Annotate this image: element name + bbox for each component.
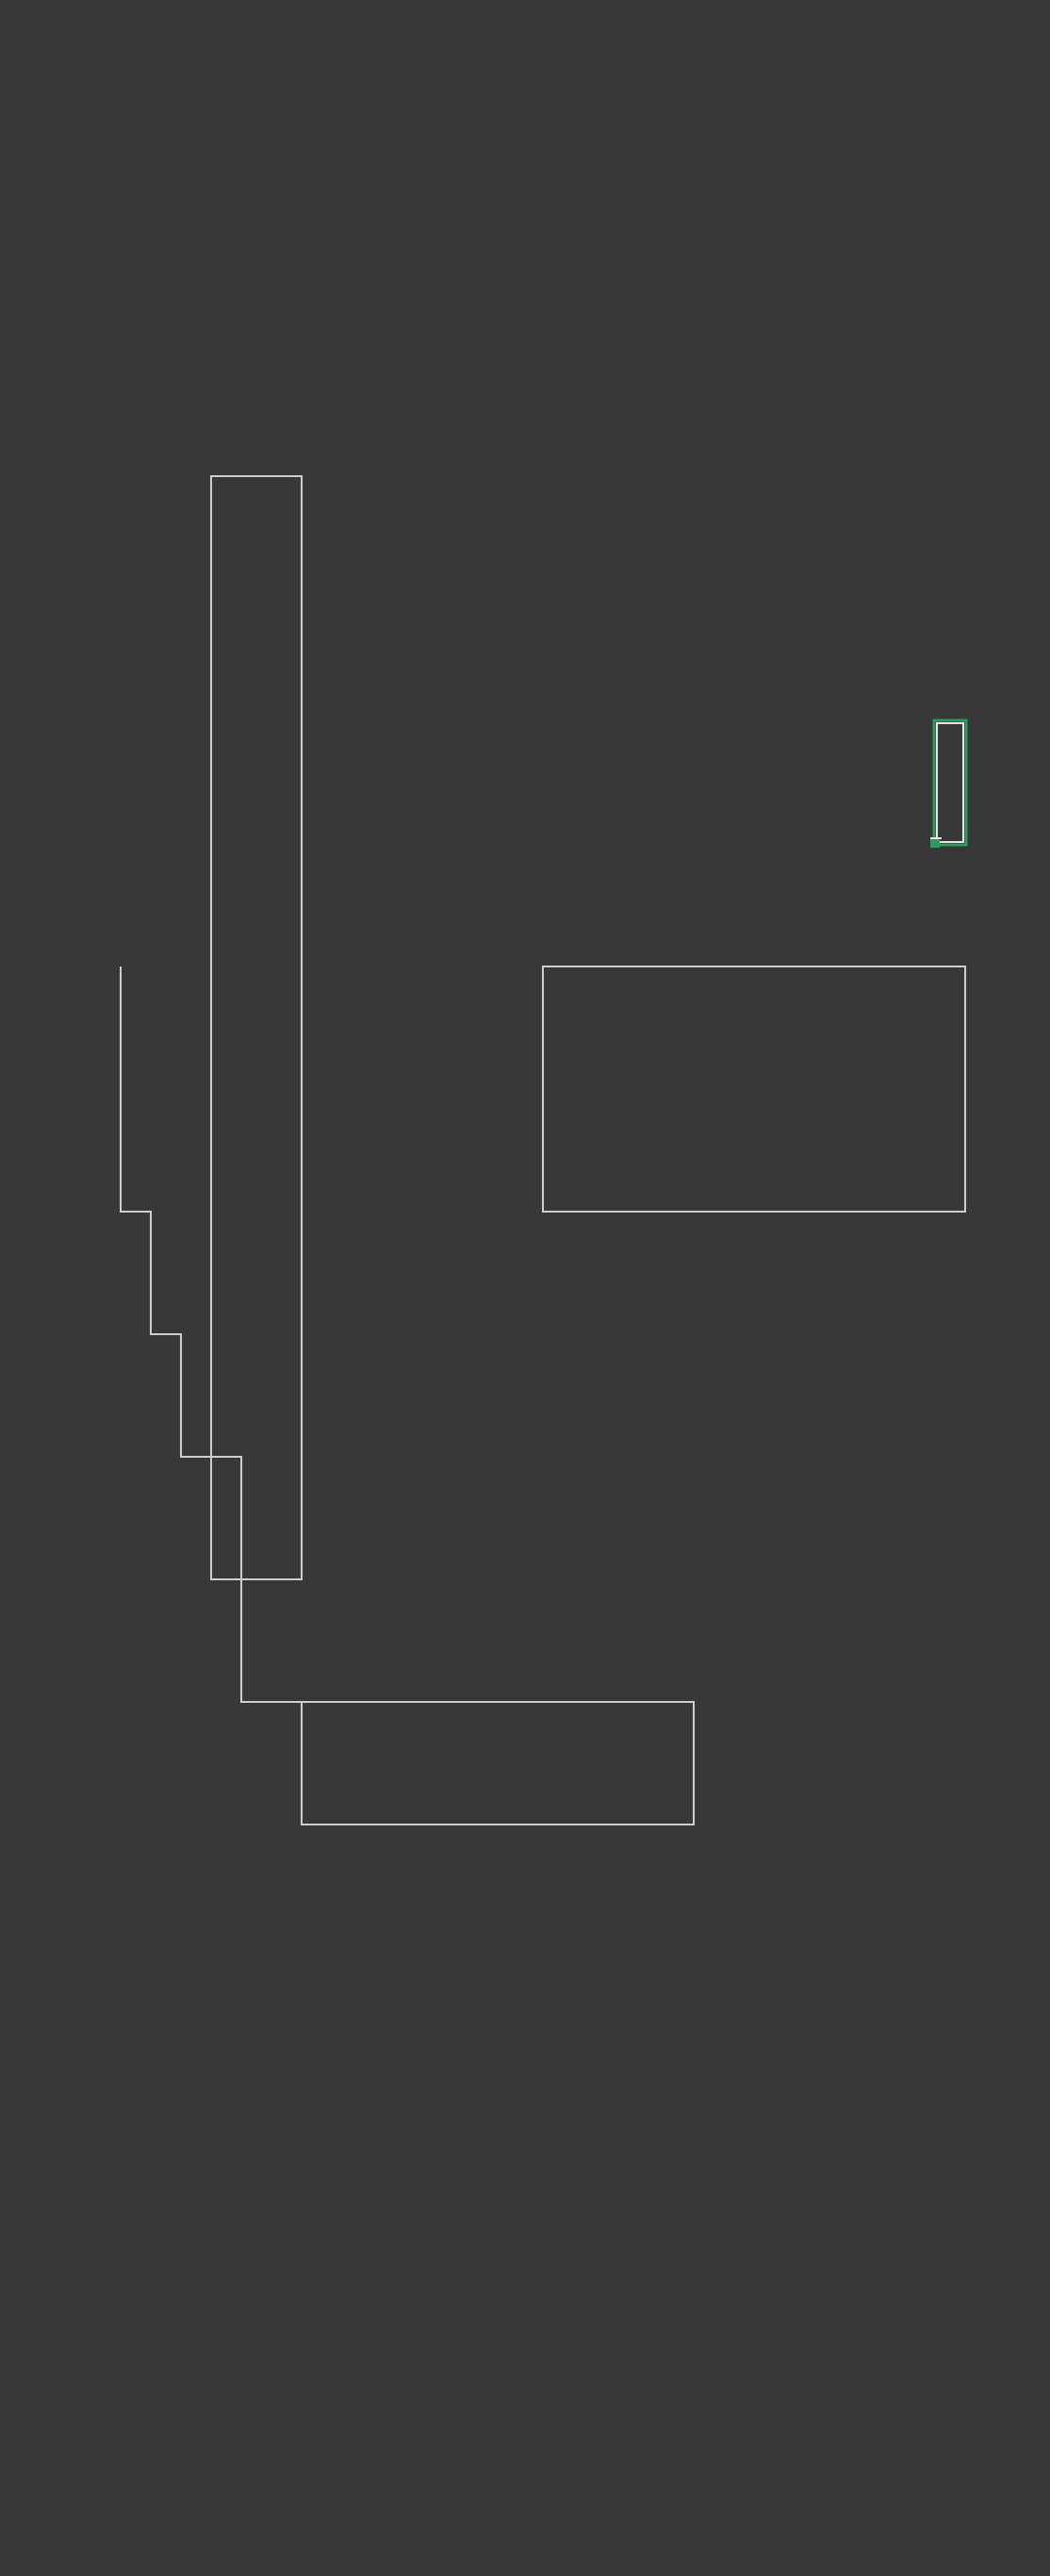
selected-small-rectangle[interactable]: [930, 720, 966, 848]
bottom-rectangle[interactable]: [302, 1702, 694, 1825]
resize-handle[interactable]: [930, 838, 940, 848]
selected-shape-body: [937, 723, 963, 842]
wide-rectangle[interactable]: [543, 966, 965, 1212]
tall-rectangle[interactable]: [211, 476, 302, 1579]
selection-outline: [934, 720, 966, 845]
